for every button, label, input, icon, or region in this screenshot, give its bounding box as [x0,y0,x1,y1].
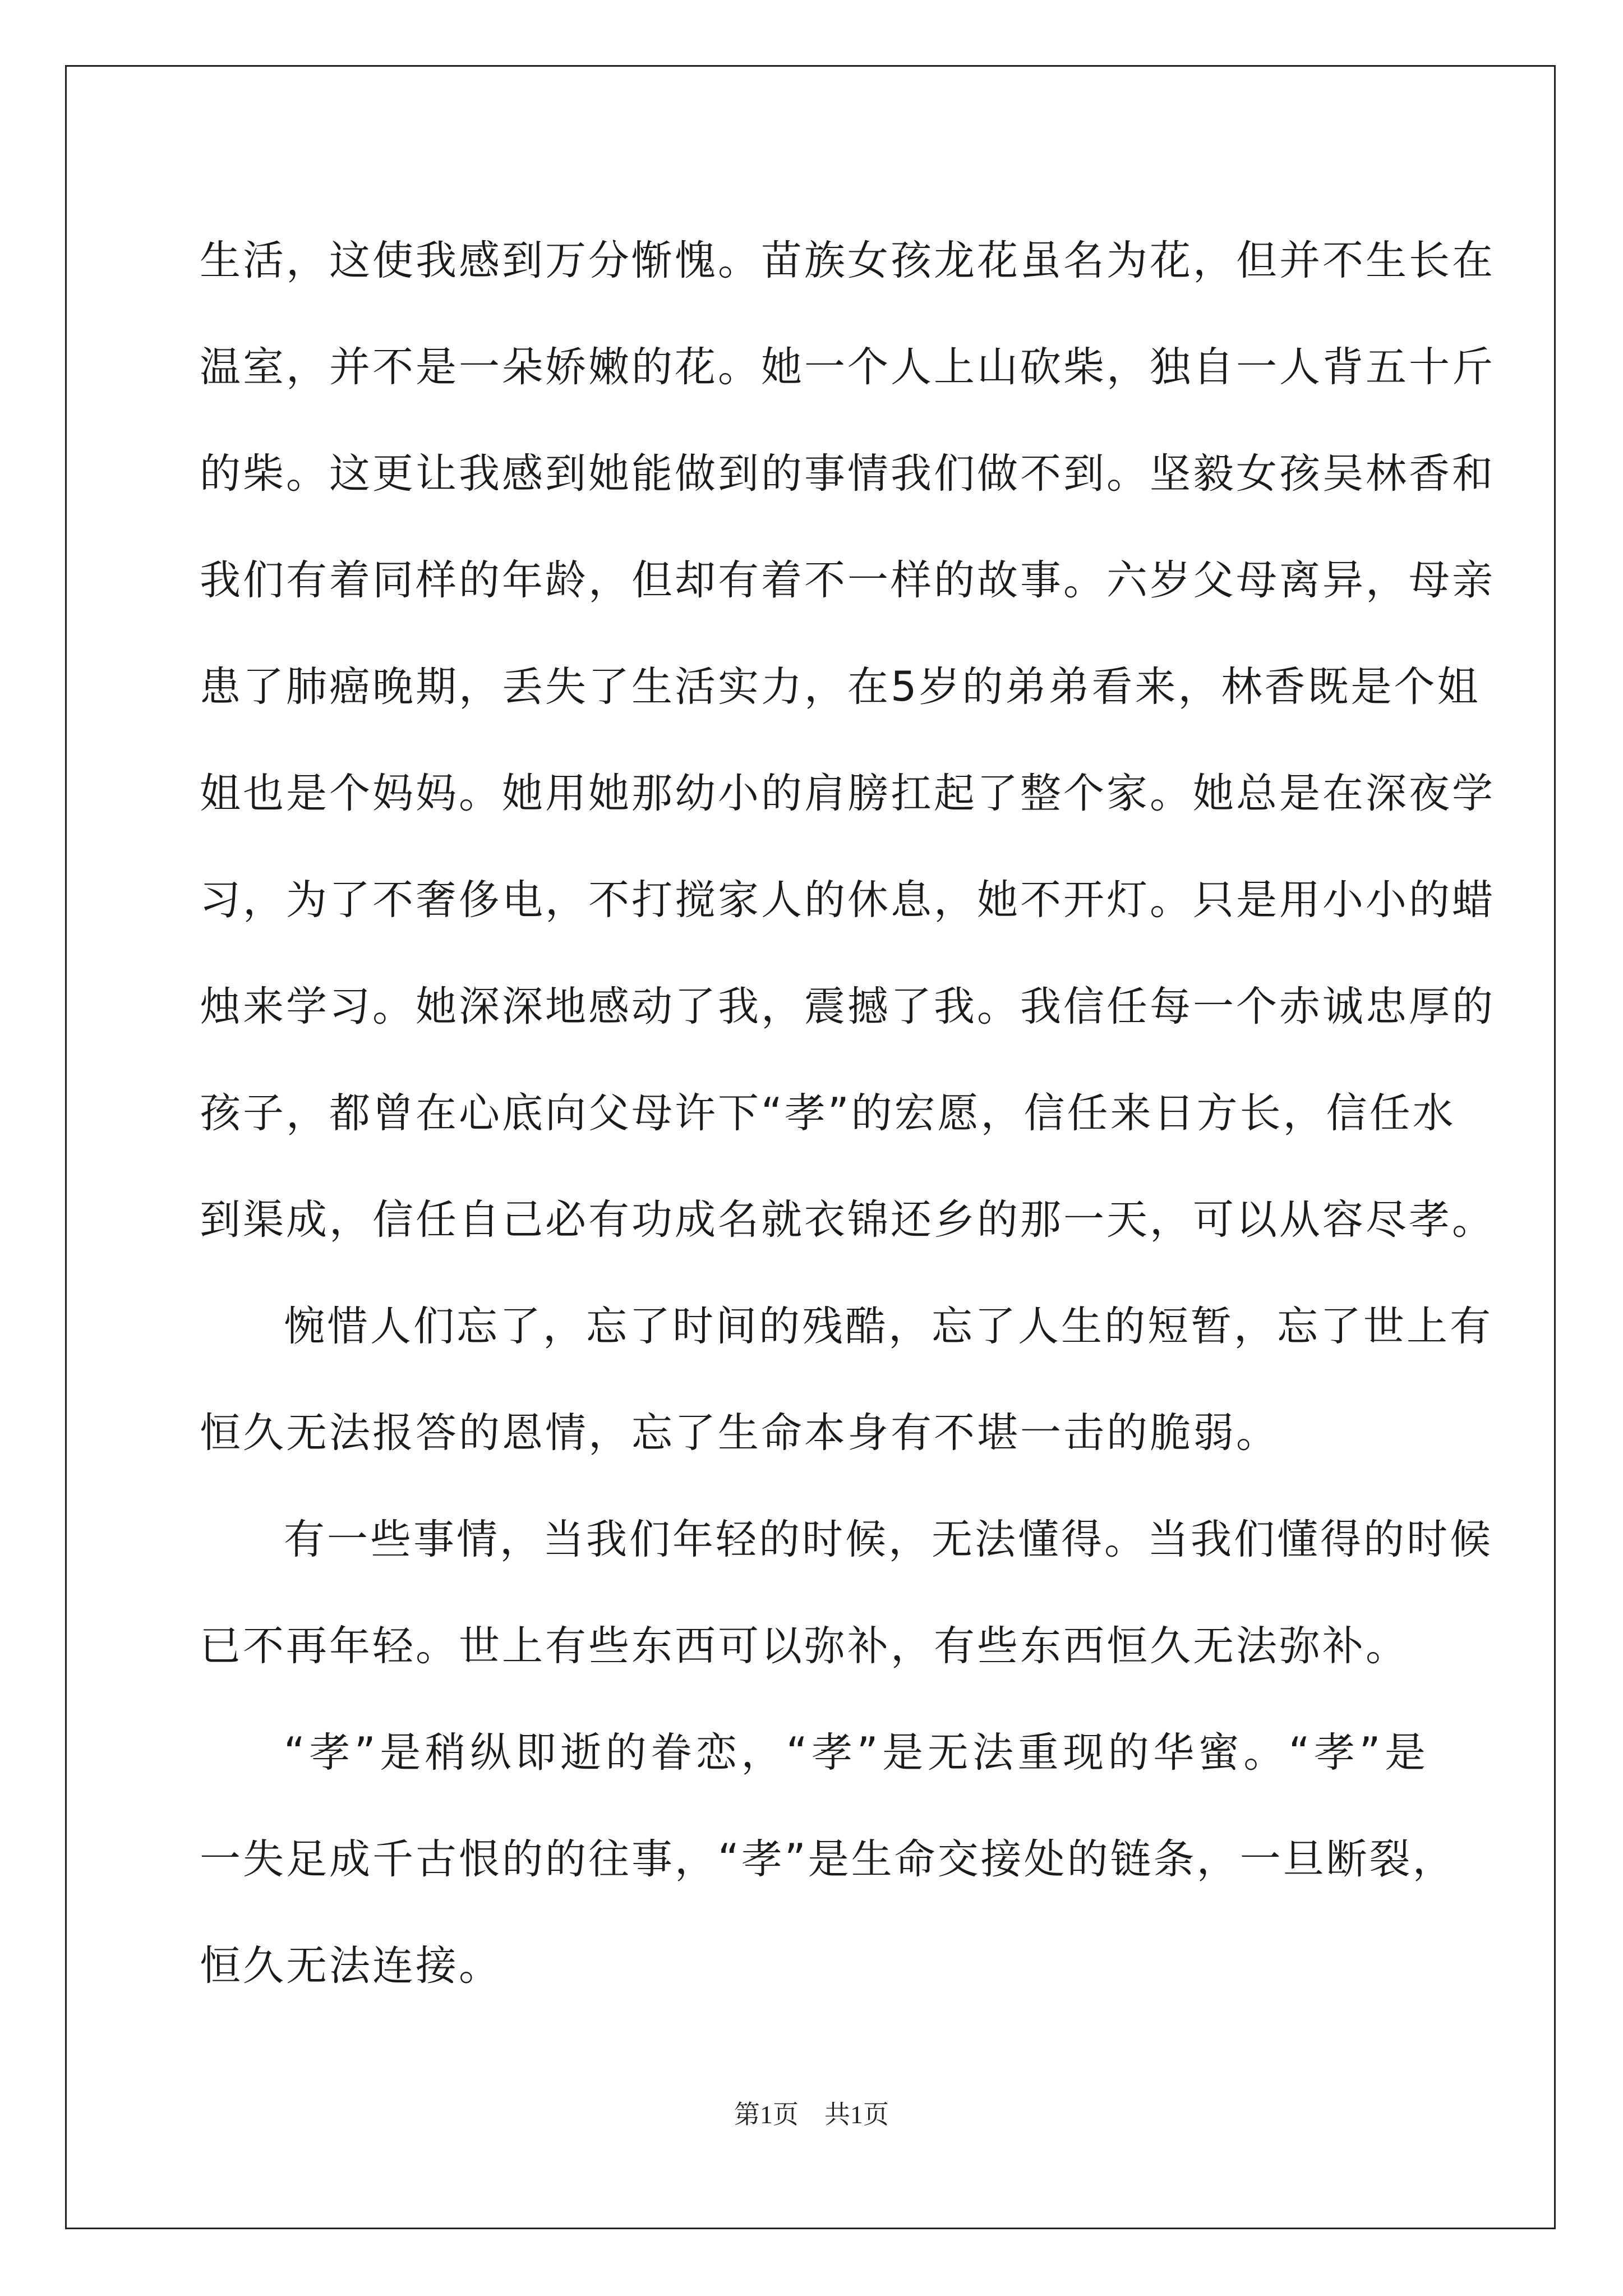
text-line: 生活，这使我感到万分惭愧。苗族女孩龙花虽名为花，但并不生长在 [200,237,1495,284]
text-line: 的柴。这更让我感到她能做到的事情我们做不到。坚毅女孩吴林香和 [200,450,1495,498]
text-line: “孝”是稍纵即逝的眷恋，“孝”是无法重现的华蜜。“孝”是 [284,1729,1428,1777]
text-line: 姐也是个妈妈。她用她那幼小的肩膀扛起了整个家。她总是在深夜学 [200,770,1495,817]
text-line: 烛来学习。她深深地感动了我，震撼了我。我信任每一个赤诚忠厚的 [200,983,1495,1030]
body-text [200,208,1495,2019]
text-line: 惋惜人们忘了，忘了时间的残酷，忘了人生的短暂，忘了世上有 [284,1303,1493,1350]
page-number-footer: 第1页 共1页 [734,2100,889,2129]
text-line: 恒久无法报答的恩情，忘了生命本身有不堪一击的脆弱。 [200,1409,1279,1457]
text-line: 有一些事情，当我们年轻的时候，无法懂得。当我们懂得的时候 [284,1516,1493,1563]
text-line: 一失足成千古恨的的往事，“孝”是生命交接处的链条，一旦断裂， [200,1835,1456,1883]
text-line: 已不再年轻。世上有些东西可以弥补，有些东西恒久无法弥补。 [200,1622,1409,1670]
text-line: 到渠成，信任自己必有功成名就衣锦还乡的那一天，可以从容尽孝。 [200,1196,1495,1244]
text-line: 恒久无法连接。 [200,1942,502,1990]
text-line: 习，为了不奢侈电，不打搅家人的休息，她不开灯。只是用小小的蜡 [200,876,1495,924]
text-line: 我们有着同样的年龄，但却有着不一样的故事。六岁父母离异，母亲 [200,556,1495,604]
text-line: 孩子，都曾在心底向父母许下“孝”的宏愿，信任来日方长，信任水 [200,1089,1456,1137]
text-line: 温室，并不是一朵娇嫩的花。她一个人上山砍柴，独自一人背五十斤 [200,343,1495,391]
text-line: 患了肺癌晚期，丢失了生活实力，在5岁的弟弟看来，林香既是个姐 [200,663,1481,711]
